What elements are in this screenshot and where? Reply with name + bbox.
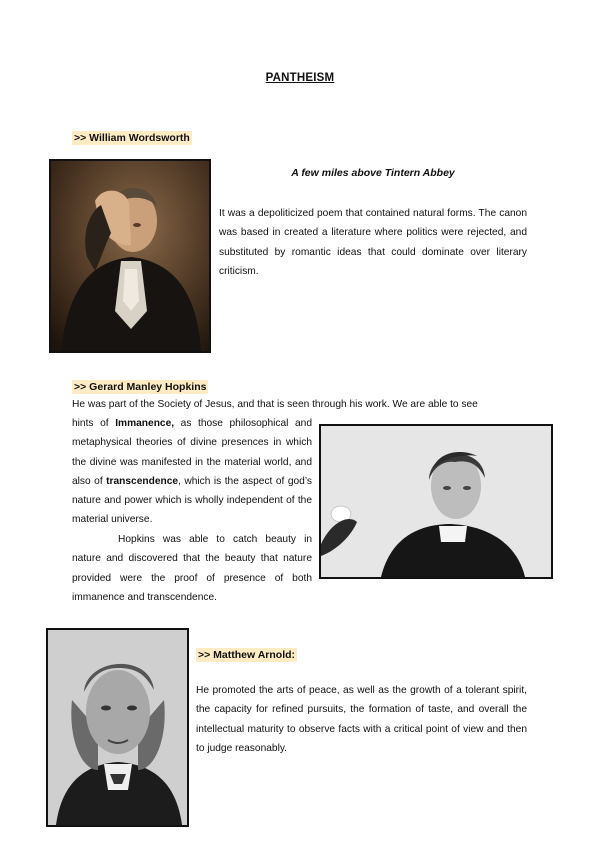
arnold-heading-label: >> Matthew Arnold: — [198, 649, 296, 661]
hopkins-heading — [72, 377, 208, 395]
hopkins-intro: He was part of the Society of Jesus, and that is seen through his work. We are able to see — [72, 399, 478, 410]
arnold-heading — [196, 645, 297, 663]
hopkins-paragraph-1 — [72, 414, 312, 530]
hopkins-p1-text-a: hints of — [72, 418, 116, 429]
wordsworth-portrait — [49, 159, 211, 353]
wordsworth-heading — [72, 128, 192, 146]
hopkins-p1-text-b: as those philosophical and metaphysical theories of divine presences in which the divine was manifested in the material world, and also of — [72, 418, 312, 487]
transcendence-term: transcendence — [106, 475, 179, 487]
poem-title: A few miles above Tintern Abbey — [291, 167, 455, 179]
immanence-term: Immanence, — [115, 418, 175, 429]
hopkins-paragraph-2 — [72, 530, 312, 607]
hopkins-portrait — [319, 424, 553, 579]
arnold-portrait — [46, 628, 189, 827]
arnold-body: He promoted the arts of peace, as well as the growth of a tolerant spirit, the capacity for refined pursuits, the formation of taste, and overall the intellectual maturity to observe facts with a critical point of view and then to judge reasonably. — [196, 685, 527, 754]
hopkins-p2-text: Hopkins was able to catch beauty in nature and discovered that the beauty that nature provided were the proof of presence of both immanence and transcendence. — [72, 534, 312, 603]
wordsworth-heading-label: >> William Wordsworth — [74, 132, 190, 144]
wordsworth-body: It was a depoliticized poem that contained natural forms. The canon was based in created a literature where politics were rejected, and substituted by romantic ideas that could dominate over literary criticism. — [219, 208, 527, 277]
page-title: PANTHEISM — [265, 72, 335, 84]
wordsworth-portrait-image — [51, 161, 209, 351]
hopkins-p1-text-c: , which is the aspect of god’s nature and power which is wholly independent of the material universe. — [72, 475, 312, 526]
arnold-portrait-image — [48, 630, 187, 825]
hopkins-heading-label: >> Gerard Manley Hopkins — [74, 381, 207, 393]
hopkins-portrait-image — [321, 426, 551, 577]
